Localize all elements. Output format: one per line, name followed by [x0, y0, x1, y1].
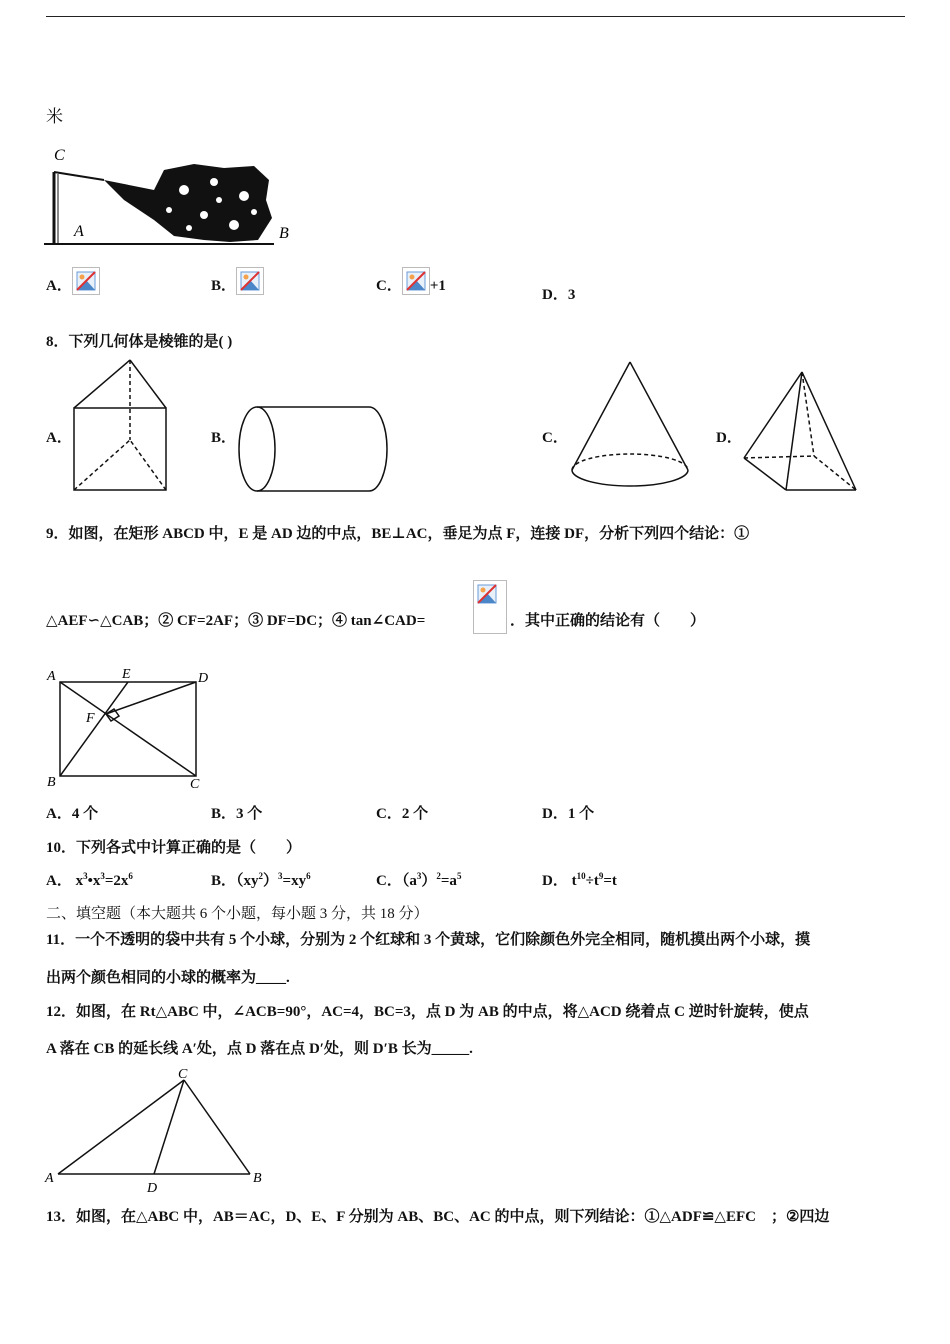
q10-option-b: B．$(xy^2)^3=xy^6$ [211, 871, 311, 889]
q11-line2: 出两个颜色相同的小球的概率为____. [46, 970, 290, 986]
q7-option-c: C． +1 [376, 267, 446, 295]
q7-option-a: A． [46, 267, 100, 295]
q7-tree-figure [44, 140, 304, 250]
q10-option-d: D． $t^{10}\div t^9=t$ [542, 871, 617, 889]
q9-label-c: C [190, 777, 200, 792]
broken-image-icon [473, 580, 507, 634]
q8-stem: 8．下列几何体是棱锥的是( ) [46, 334, 233, 350]
q12-triangle-figure [44, 1064, 268, 1194]
q7-label-a: A [74, 223, 84, 240]
q9-rectangle-figure [44, 664, 216, 792]
q9-option-a: A．4 个 [46, 806, 99, 822]
q8-option-d-label: D． [716, 430, 742, 446]
q9-line2-tail: ．其中正确的结论有（ ） [510, 613, 706, 629]
q10-option-a: A． $x^3•x^3=2x^6$ [46, 871, 133, 889]
q12-line1: 12．如图，在 Rt△ABC 中，∠ACB=90°，AC=4，BC=3，点 D 为 AB 的中点，将△ACD 绕着点 C 逆时针旋转，使点 [46, 1004, 809, 1020]
q12-line2: A 落在 CB 的延长线 A′处，点 D 落在点 D′处，则 D′B 长为_____. [46, 1041, 473, 1057]
q7-option-b: B． [211, 267, 264, 295]
q9-label-e: E [122, 667, 131, 682]
q7-option-d: D．3 [542, 287, 576, 303]
q9-label-f: F [86, 711, 95, 726]
broken-image-icon [402, 267, 430, 295]
q7-label-c: C [54, 147, 65, 164]
q9-label-b: B [47, 775, 56, 790]
q7-label-b: B [279, 225, 289, 242]
q8-option-c-label: C． [542, 430, 568, 446]
q9-label-d: D [198, 671, 209, 686]
q8-cylinder-figure [235, 403, 393, 495]
q9-option-b: B．3 个 [211, 806, 263, 822]
q9-line2: △AEF∽△CAB；② CF=2AF；③ DF=DC；④ tan∠CAD= [46, 613, 426, 629]
q10-option-c: C．$(a^3)^2=a^5$ [376, 871, 462, 889]
q8-option-b-label: B． [211, 430, 237, 446]
q9-line1: 9．如图，在矩形 ABCD 中，E 是 AD 边的中点，BE⊥AC，垂足为点 F，连接 DF，分析下列四个结论：① [46, 526, 750, 542]
q9-option-c: C．2 个 [376, 806, 429, 822]
q8-pyramid-figure [740, 366, 862, 496]
q9-option-d: D．1 个 [542, 806, 595, 822]
q12-label-b: B [253, 1171, 262, 1186]
q10-stem: 10．下列各式中计算正确的是（ ） [46, 840, 302, 856]
q7-tail-text: 米 [46, 107, 63, 126]
q11-line1: 11．一个不透明的袋中共有 5 个小球，分别为 2 个红球和 3 个黄球，它们除颜色外完全相同，随机摸出两个小球，摸 [46, 932, 811, 948]
q9-label-a: A [47, 669, 56, 684]
broken-image-icon [236, 267, 264, 295]
section-2-heading: 二、填空题（本大题共 6 个小题，每小题 3 分，共 18 分） [46, 906, 429, 922]
header-rule [46, 16, 905, 17]
q8-option-a-label: A． [46, 430, 72, 446]
q8-cone-figure [568, 358, 692, 492]
q13-line1: 13．如图，在△ABC 中，AB＝AC，D、E、F 分别为 AB、BC、AC 的中点，则下列结论：①△ADF≌△EFC ；②四边 [46, 1209, 830, 1225]
q12-label-c: C [178, 1067, 188, 1082]
q12-label-d: D [147, 1181, 158, 1194]
q12-label-a: A [45, 1171, 54, 1186]
q8-prism-figure [70, 358, 170, 494]
broken-image-icon [72, 267, 100, 295]
